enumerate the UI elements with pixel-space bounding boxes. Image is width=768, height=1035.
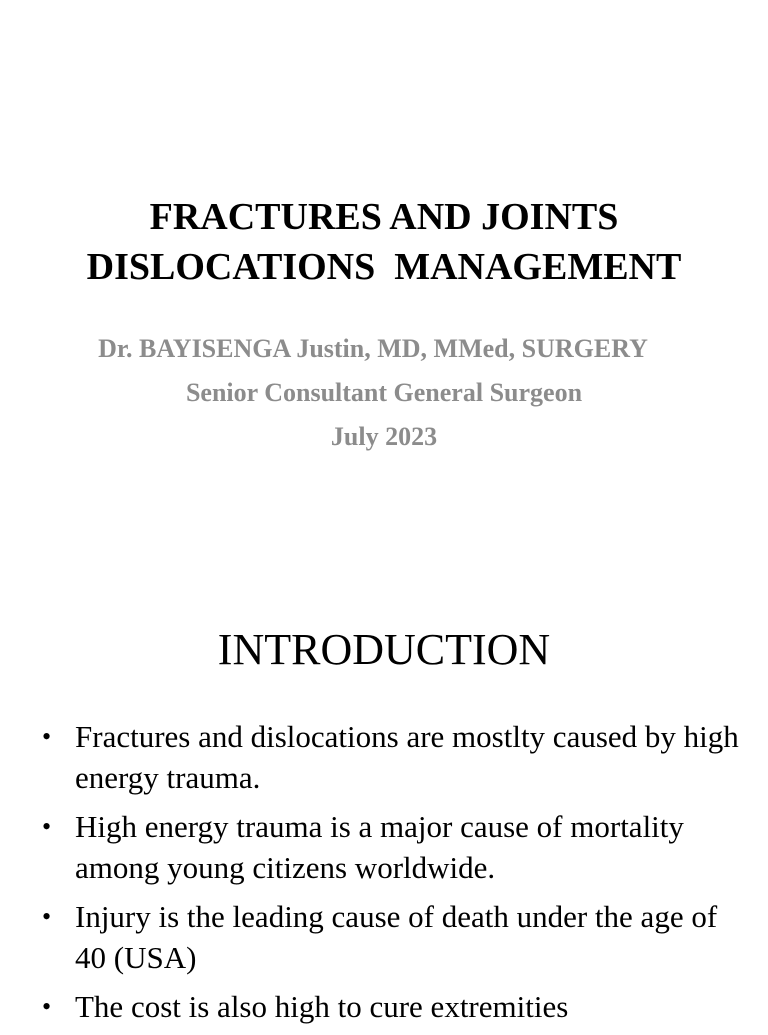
bullet-text: Injury is the leading cause of death under the age of 40 (USA) (75, 899, 718, 975)
author-line: Dr. BAYISENGA Justin, MD, MMed, SURGERY (98, 334, 648, 363)
author-role: Senior Consultant General Surgeon (185, 378, 583, 407)
section-heading: INTRODUCTION (217, 625, 551, 674)
bullet-item (40, 716, 740, 798)
bullet-icon: • (42, 722, 52, 751)
bullet-text: The cost is also high to cure extremities (75, 989, 569, 1024)
bullet-text: High energy trauma is a major cause of mortality among young citizens worldwide. (75, 809, 684, 885)
presentation-title: FRACTURES AND JOINTS DISLOCATIONS MANAGEMENT (86, 196, 682, 288)
bullet-list (40, 716, 740, 1035)
bullet-item (40, 896, 740, 978)
presentation-date: July 2023 (330, 422, 438, 451)
bullet-item (40, 806, 740, 888)
bullet-icon: • (42, 902, 52, 931)
bullet-icon: • (42, 992, 52, 1021)
bullet-item (40, 986, 740, 1027)
bullet-icon: • (42, 812, 52, 841)
bullet-text: Fractures and dislocations are mostlty caused by high energy trauma. (75, 719, 739, 795)
